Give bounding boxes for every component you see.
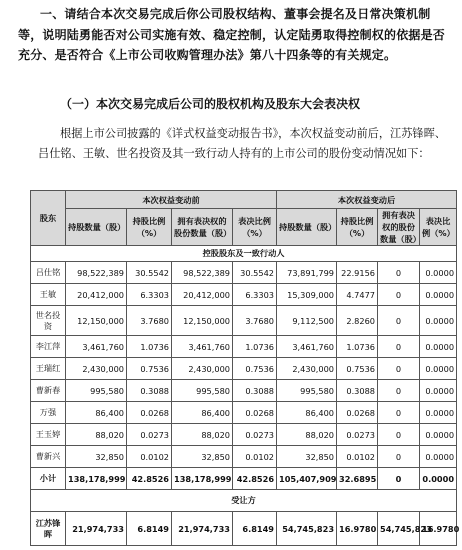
row-name: 王敏 xyxy=(31,284,66,306)
cell: 0.0102 xyxy=(127,446,172,468)
cell: 0.7536 xyxy=(127,358,172,380)
col-header: 持股比例（%） xyxy=(127,209,172,246)
cell: 86,400 xyxy=(172,402,233,424)
row-name: 曹新兴 xyxy=(31,446,66,468)
cell: 3,461,760 xyxy=(66,336,127,358)
table-row xyxy=(31,306,457,336)
cell: 0.0000 xyxy=(420,402,457,424)
row-name: 万强 xyxy=(31,402,66,424)
cell: 6.3303 xyxy=(233,284,277,306)
cell: 0.7536 xyxy=(337,358,378,380)
cell: 0.3088 xyxy=(233,380,277,402)
table-row xyxy=(31,358,457,380)
table-row xyxy=(31,336,457,358)
cell: 6.8149 xyxy=(233,512,277,546)
table-row xyxy=(31,446,457,468)
cell: 2.8260 xyxy=(337,306,378,336)
shareholder-header: 股东 xyxy=(31,191,66,246)
table-row xyxy=(31,380,457,402)
cell: 0.0000 xyxy=(420,358,457,380)
row-name: 小计 xyxy=(31,468,66,490)
group-label-transferee: 受让方 xyxy=(31,490,457,512)
cell: 0 xyxy=(378,468,420,490)
cell: 88,020 xyxy=(66,424,127,446)
cell: 0.0000 xyxy=(420,336,457,358)
row-name: 世名投资 xyxy=(31,306,66,336)
cell: 995,580 xyxy=(172,380,233,402)
cell: 0.0268 xyxy=(127,402,172,424)
group-label-controlling: 控股股东及一致行动人 xyxy=(31,246,457,262)
cell: 0.0268 xyxy=(337,402,378,424)
cell: 3.7680 xyxy=(233,306,277,336)
col-header: 拥有表决权的股份数量（股） xyxy=(172,209,233,246)
question-heading: 一、请结合本次交易完成后你公司股权结构、董事会提名及日常决策机制等，说明陆勇能否对公司实施有效、稳定控制，认定陆勇取得控制权的依据是否充分、是否符合《上市公司收购管理办法》第八十四条等的有关规定。 xyxy=(18,7,446,62)
cell: 42.8526 xyxy=(127,468,172,490)
row-name: 江苏锋晖 xyxy=(31,512,66,546)
cell: 4.7477 xyxy=(337,284,378,306)
cell: 20,412,000 xyxy=(66,284,127,306)
cell: 138,178,999 xyxy=(66,468,127,490)
cell: 30.5542 xyxy=(233,262,277,284)
cell: 22.9156 xyxy=(337,262,378,284)
cell: 0.3088 xyxy=(127,380,172,402)
table-row xyxy=(31,402,457,424)
cell: 98,522,389 xyxy=(66,262,127,284)
cell: 12,150,000 xyxy=(172,306,233,336)
cell: 88,020 xyxy=(277,424,337,446)
cell: 0 xyxy=(378,262,420,284)
cell: 3,461,760 xyxy=(277,336,337,358)
cell: 2,430,000 xyxy=(277,358,337,380)
row-name: 王瑞红 xyxy=(31,358,66,380)
shareholding-table xyxy=(30,190,460,546)
cell: 88,020 xyxy=(172,424,233,446)
cell: 0.0273 xyxy=(127,424,172,446)
cell: 12,150,000 xyxy=(66,306,127,336)
before-change-header: 本次权益变动前 xyxy=(66,191,277,209)
cell: 0.0000 xyxy=(420,284,457,306)
cell: 1.0736 xyxy=(127,336,172,358)
cell: 30.5542 xyxy=(127,262,172,284)
cell: 0.7536 xyxy=(233,358,277,380)
cell: 54,745,823 xyxy=(378,512,420,546)
after-change-header: 本次权益变动后 xyxy=(277,191,457,209)
intro-paragraph: 根据上市公司披露的《详式权益变动报告书》，本次权益变动前后，江苏锋晖、吕仕铭、王敏、世名投资及其一致行动人持有的上市公司的股份变动情况如下： xyxy=(38,127,446,160)
cell: 105,407,909 xyxy=(277,468,337,490)
cell: 6.3303 xyxy=(127,284,172,306)
cell: 42.8526 xyxy=(233,468,277,490)
cell: 2,430,000 xyxy=(66,358,127,380)
cell: 54,745,823 xyxy=(277,512,337,546)
table-body xyxy=(31,262,457,468)
cell: 0 xyxy=(378,402,420,424)
cell: 0.0273 xyxy=(233,424,277,446)
cell: 0.0000 xyxy=(420,446,457,468)
cell: 0 xyxy=(378,284,420,306)
cell: 86,400 xyxy=(277,402,337,424)
cell: 86,400 xyxy=(66,402,127,424)
table-row xyxy=(31,424,457,446)
cell: 995,580 xyxy=(66,380,127,402)
transferee-row xyxy=(31,512,457,546)
col-header: 表决比例（%） xyxy=(233,209,277,246)
cell: 98,522,389 xyxy=(172,262,233,284)
cell: 15,309,000 xyxy=(277,284,337,306)
cell: 0.0102 xyxy=(233,446,277,468)
cell: 0.0268 xyxy=(233,402,277,424)
subtotal-row xyxy=(31,468,457,490)
row-name: 曹新春 xyxy=(31,380,66,402)
col-header: 持股数量（股） xyxy=(277,209,337,246)
cell: 138,178,999 xyxy=(172,468,233,490)
cell: 0.3088 xyxy=(337,380,378,402)
cell: 0.0000 xyxy=(420,380,457,402)
cell: 32,850 xyxy=(172,446,233,468)
cell: 9,112,500 xyxy=(277,306,337,336)
cell: 21,974,733 xyxy=(66,512,127,546)
cell: 0 xyxy=(378,424,420,446)
cell: 0 xyxy=(378,446,420,468)
cell: 0 xyxy=(378,306,420,336)
row-name: 王玉婷 xyxy=(31,424,66,446)
cell: 32.6895 xyxy=(337,468,378,490)
col-header: 持股数量（股） xyxy=(66,209,127,246)
cell: 21,974,733 xyxy=(172,512,233,546)
cell: 6.8149 xyxy=(127,512,172,546)
cell: 0.0000 xyxy=(420,262,457,284)
cell: 32,850 xyxy=(277,446,337,468)
cell: 1.0736 xyxy=(337,336,378,358)
cell: 32,850 xyxy=(66,446,127,468)
cell: 73,891,799 xyxy=(277,262,337,284)
col-header: 持股比例（%） xyxy=(337,209,378,246)
cell: 16.9780 xyxy=(420,512,457,546)
cell: 3.7680 xyxy=(127,306,172,336)
cell: 0.0273 xyxy=(337,424,378,446)
cell: 2,430,000 xyxy=(172,358,233,380)
cell: 0 xyxy=(378,358,420,380)
table-row xyxy=(31,262,457,284)
row-name: 李江萍 xyxy=(31,336,66,358)
cell: 0 xyxy=(378,380,420,402)
cell: 0 xyxy=(378,336,420,358)
cell: 20,412,000 xyxy=(172,284,233,306)
cell: 0.0000 xyxy=(420,424,457,446)
cell: 0.0000 xyxy=(420,306,457,336)
cell: 3,461,760 xyxy=(172,336,233,358)
col-header: 拥有表决权的股份数量（股） xyxy=(378,209,420,246)
cell: 16.9780 xyxy=(337,512,378,546)
col-header: 表决比例（%） xyxy=(420,209,457,246)
table-row xyxy=(31,284,457,306)
cell: 0.0102 xyxy=(337,446,378,468)
row-name: 吕仕铭 xyxy=(31,262,66,284)
cell: 0.0000 xyxy=(420,468,457,490)
cell: 995,580 xyxy=(277,380,337,402)
cell: 1.0736 xyxy=(233,336,277,358)
section-title: （一）本次交易完成后公司的股权机构及股东大会表决权 xyxy=(60,97,361,111)
